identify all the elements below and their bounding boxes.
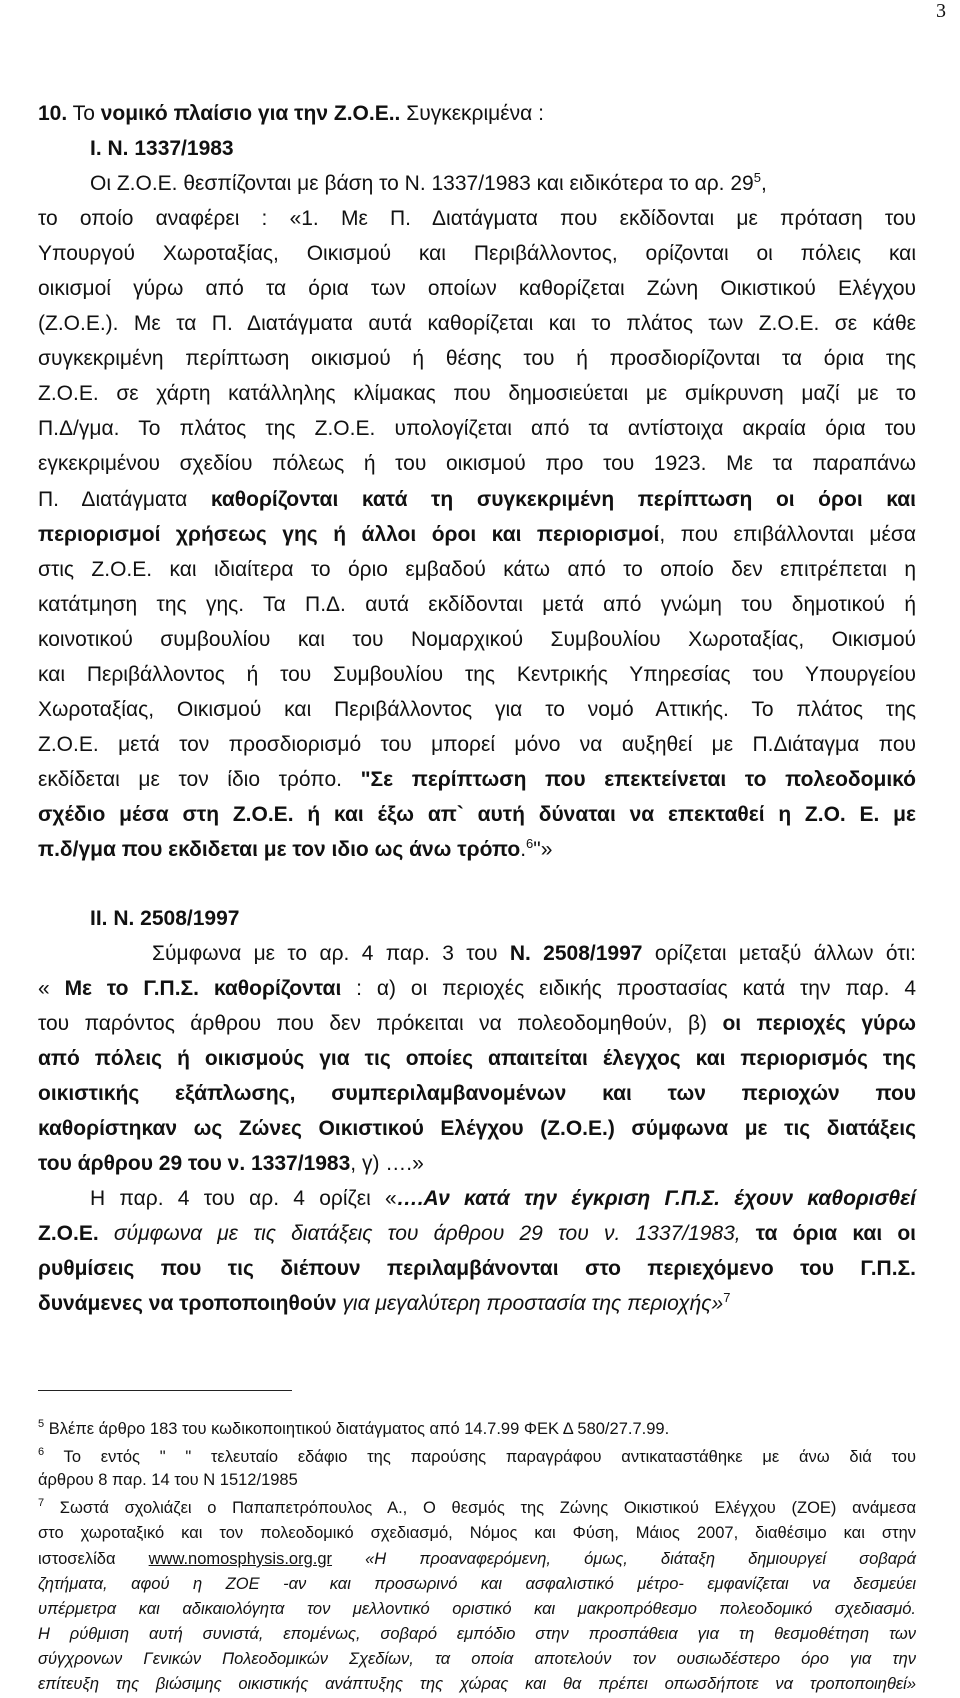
paragraph-line: Ζ.Ο.Ε. σε χάρτη κατάλληλης κλίμακας που δημοσιεύεται με σμίκρυνση μαζί με το — [38, 382, 916, 405]
bold-text: Ν. 2508/1997 — [509, 942, 643, 965]
footnote-number: 6 — [38, 1446, 45, 1458]
bold-text: "Σε περίπτωση που επεκτείνεται το πολεοδομικό — [360, 768, 916, 791]
text: , — [760, 172, 767, 195]
paragraph-line: εγκεκριμένου σχεδίου πόλεως ή του οικισμού προ του 1923. Με τα παραπάνω — [38, 452, 916, 475]
subsection-title-law-1337: I. Ν. 1337/1983 — [90, 137, 234, 160]
page-number: 3 — [936, 0, 946, 22]
paragraph-line: Χωροταξίας, Οικισμού και Περιβάλλοντος για το νομό Αττικής. Το πλάτος της — [38, 698, 916, 721]
text: Οι Ζ.Ο.Ε. θεσπίζονται με βάση το Ν. 1337/1983 και ειδικότερα το αρ. 29 — [90, 172, 754, 195]
bold-text: του άρθρου 29 του ν. 1337/1983 — [38, 1152, 351, 1175]
paragraph-line: ρυθμίσεις που τις διέπουν περιλαμβάνονται στο περιεχόμενο του Γ.Π.Σ. — [38, 1257, 916, 1280]
footnote-line: στο χωροταξικό και τον πολεοδομικό σχεδιασμό, Νόμος και Φύση, Μάιος 2007, διαθέσιμο και στην — [38, 1524, 916, 1542]
paragraph-line: Π.Δ/γμα. Το πλάτος της Ζ.Ο.Ε. υπολογίζεται από τα αντίστοιχα ακραία όρια του — [38, 417, 916, 440]
text: ορίζεται μεταξύ άλλων ότι: — [642, 942, 917, 965]
section-number: 10. — [38, 102, 68, 125]
text: Σύμφωνα με το αρ. 4 παρ. 3 του — [152, 942, 510, 965]
text: , γ) ….» — [350, 1152, 424, 1175]
italic-text: σύμφωνα με τις διατάξεις του άρθρου 29 του ν. 1337/1983, — [98, 1222, 756, 1245]
text: Το εντός " " τελευταίο εδάφιο της παρούσης παραγράφου αντικαταστάθηκε με άνω διά του — [44, 1448, 916, 1466]
section-heading — [38, 100, 960, 128]
paragraph-line: Υπουργού Χωροταξίας, Οικισμού και Περιβάλλοντος, ορίζονται οι πόλεις και — [38, 242, 916, 265]
text: Π. Διατάγματα — [38, 488, 188, 511]
text: « — [38, 977, 65, 1000]
paragraph-line: κατάτμηση της γης. Τα Π.Δ. αυτά εκδίδονται μετά από γνώμη του δημοτικού ή — [38, 593, 916, 616]
paragraph-line: οικισμοί γύρω από τα όρια των οποίων καθορίζεται Ζώνη Οικιστικού Ελέγχου — [38, 277, 916, 300]
paragraph-line — [38, 975, 916, 1003]
footnote-line — [38, 1545, 916, 1573]
subsection-title-law-2508: II. Ν. 2508/1997 — [90, 907, 240, 930]
text: εκδίδεται με τον ίδιο τρόπο. — [38, 768, 342, 791]
footnote-5 — [38, 1415, 916, 1443]
italic-text: για μεγαλύτερη προστασία της περιοχής» — [336, 1292, 724, 1315]
paragraph-line — [152, 940, 916, 968]
footnote-line: σύγχρονων Γενικών Πολεοδομικών Σχεδίων, τα οποία αποτελούν τον ουσιωδέστερο όρο για την — [38, 1650, 916, 1668]
paragraph-line: συγκεκριμένη περίπτωση οικισμού ή θέσης του ή προσδιορίζονται τα όρια της — [38, 347, 916, 370]
website-link[interactable]: www.nomosphysis.org.gr — [148, 1550, 333, 1568]
bold-text: καθορίζονται κατά τη συγκεκριμένη περίπτωση οι όροι και — [210, 488, 916, 511]
bold-text: περιορισμοί χρήσεως γης ή άλλοι όροι και περιορισμοί — [38, 523, 660, 546]
text: Βλέπε άρθρο 183 του κωδικοποιητικού διατάγματος από 14.7.99 ΦΕΚ Δ 580/27.7.99. — [44, 1420, 670, 1438]
text: Σωστά σχολιάζει ο Παπαπετρόπουλος Α., Ο θεσμός της Ζώνης Οικιστικού Ελέγχου (ΖΟΕ) ανάμεσα — [44, 1499, 916, 1517]
footnote-separator — [38, 1390, 292, 1391]
bold-text: π.δ/γμα που εκδιδεται με τον ιδιο ως άνω τρόπο — [38, 838, 521, 861]
footnote-line: υπέρμετρα και αδικαιολόγητα τον μελλοντικό οριστικό και μακροπρόθεσμο πολεοδομικό σχεδιασμό. — [38, 1600, 916, 1618]
footnote-line: Η ρύθμιση αυτή συνιστά, επομένως, σοβαρό εμπόδιο στην προσπάθεια για τη θεσμοθέτηση των — [38, 1625, 916, 1643]
paragraph-line — [38, 1290, 960, 1318]
paragraph-line — [38, 836, 960, 864]
paragraph-line: κοινοτικού συμβουλίου και του Νομαρχικού Συμβουλίου Χωροταξίας, Οικισμού — [38, 628, 916, 651]
bold-text: δυνάμενες να τροποποιηθούν — [38, 1292, 337, 1315]
paragraph-line: από πόλεις ή οικισμούς για τις οποίες απαιτείται έλεγχος και περιορισμός της — [38, 1047, 916, 1070]
paragraph-line — [38, 486, 916, 514]
bold-text: Ζ.Ο.Ε. — [38, 1222, 99, 1245]
paragraph-line: οικιστικής εξάπλωσης, συμπεριλαμβανομένων και των περιοχών που — [38, 1082, 916, 1105]
section-heading-text-3: Συγκεκριμένα : — [406, 102, 544, 125]
paragraph-line: το οποίο αναφέρει : «1. Με Π. Διατάγματα που εκδίδονται με πρόταση του — [38, 207, 916, 230]
text: "» — [533, 838, 553, 861]
footnote-line: άρθρου 8 παρ. 14 του Ν 1512/1985 — [38, 1471, 298, 1489]
paragraph-line — [38, 1150, 960, 1178]
paragraph-line — [38, 766, 916, 794]
paragraph-line — [90, 170, 960, 198]
footnote-number: 5 — [38, 1418, 45, 1430]
paragraph-line — [90, 1185, 916, 1213]
text: , που επιβάλλονται μέσα — [659, 523, 916, 546]
paragraph-line: Ζ.Ο.Ε. μετά τον προσδιορισμό του μπορεί μόνο να αυξηθεί με Π.Διάταγμα που — [38, 733, 916, 756]
bold-italic-text: ….Αν κατά την έγκριση Γ.Π.Σ. έχουν καθορισθεί — [396, 1187, 916, 1210]
bold-text: Με το Γ.Π.Σ. καθορίζονται — [64, 977, 342, 1000]
text: του παρόντος άρθρου που δεν πρόκειται να πολεοδομηθούν, β) — [38, 1012, 723, 1035]
text: ιστοσελίδα — [38, 1550, 149, 1568]
paragraph-line — [38, 1010, 916, 1038]
paragraph-line: και Περιβάλλοντος ή του Συμβουλίου της Κεντρικής Υπηρεσίας του Υπουργείου — [38, 663, 916, 686]
footnote-line: ζητήματα, αφού η ΖΟΕ -αν και προσωρινό και ασφαλιστικό μέτρο- εμφανίζεται να δεσμεύει — [38, 1575, 916, 1593]
bold-text: οι περιοχές γύρω — [722, 1012, 917, 1035]
paragraph-line: (Ζ.Ο.Ε.). Με τα Π. Διατάγματα αυτά καθορίζεται και το πλάτος των Ζ.Ο.Ε. σε κάθε — [38, 312, 916, 335]
footnote-ref-6: 6 — [526, 836, 534, 851]
section-heading-text-2: νομικό πλαίσιο για την Ζ.Ο.Ε.. — [100, 102, 401, 125]
paragraph-line — [38, 521, 916, 549]
paragraph-line — [38, 1220, 916, 1248]
bold-text: τα όρια και οι — [755, 1222, 916, 1245]
footnote-line: επίτευξη της βιώσιμης οικιστικής ανάπτυξης της χώρας και θα πρέπει οπωσδήποτε να τροποποιηθεί» — [38, 1675, 916, 1693]
italic-text: «Η προαναφερόμενη, όμως, διάταξη δημιουργεί σοβαρά — [332, 1550, 916, 1568]
footnote-7 — [38, 1494, 916, 1522]
footnote-ref-5: 5 — [753, 170, 761, 185]
paragraph-line: στις Ζ.Ο.Ε. και ιδιαίτερα το όριο εμβαδού κάτω από το οποίο δεν επιτρέπεται η — [38, 558, 916, 581]
paragraph-line: σχέδιο μέσα στη Ζ.Ο.Ε. ή και έξω απ` αυτή δύναται να επεκταθεί η Ζ.Ο. Ε. με — [38, 803, 916, 826]
text: . — [520, 838, 527, 861]
text: : α) οι περιοχές ειδικής προστασίας κατά την παρ. 4 — [341, 977, 917, 1000]
footnote-ref-7: 7 — [723, 1290, 731, 1305]
footnote-number: 7 — [38, 1497, 45, 1509]
section-heading-text-1: Το — [72, 102, 95, 125]
paragraph-line: καθορίστηκαν ως Ζώνες Οικιστικού Ελέγχου (Ζ.Ο.Ε.) σύμφωνα με τις διατάξεις — [38, 1117, 916, 1140]
text: Η παρ. 4 του αρ. 4 ορίζει « — [90, 1187, 397, 1210]
